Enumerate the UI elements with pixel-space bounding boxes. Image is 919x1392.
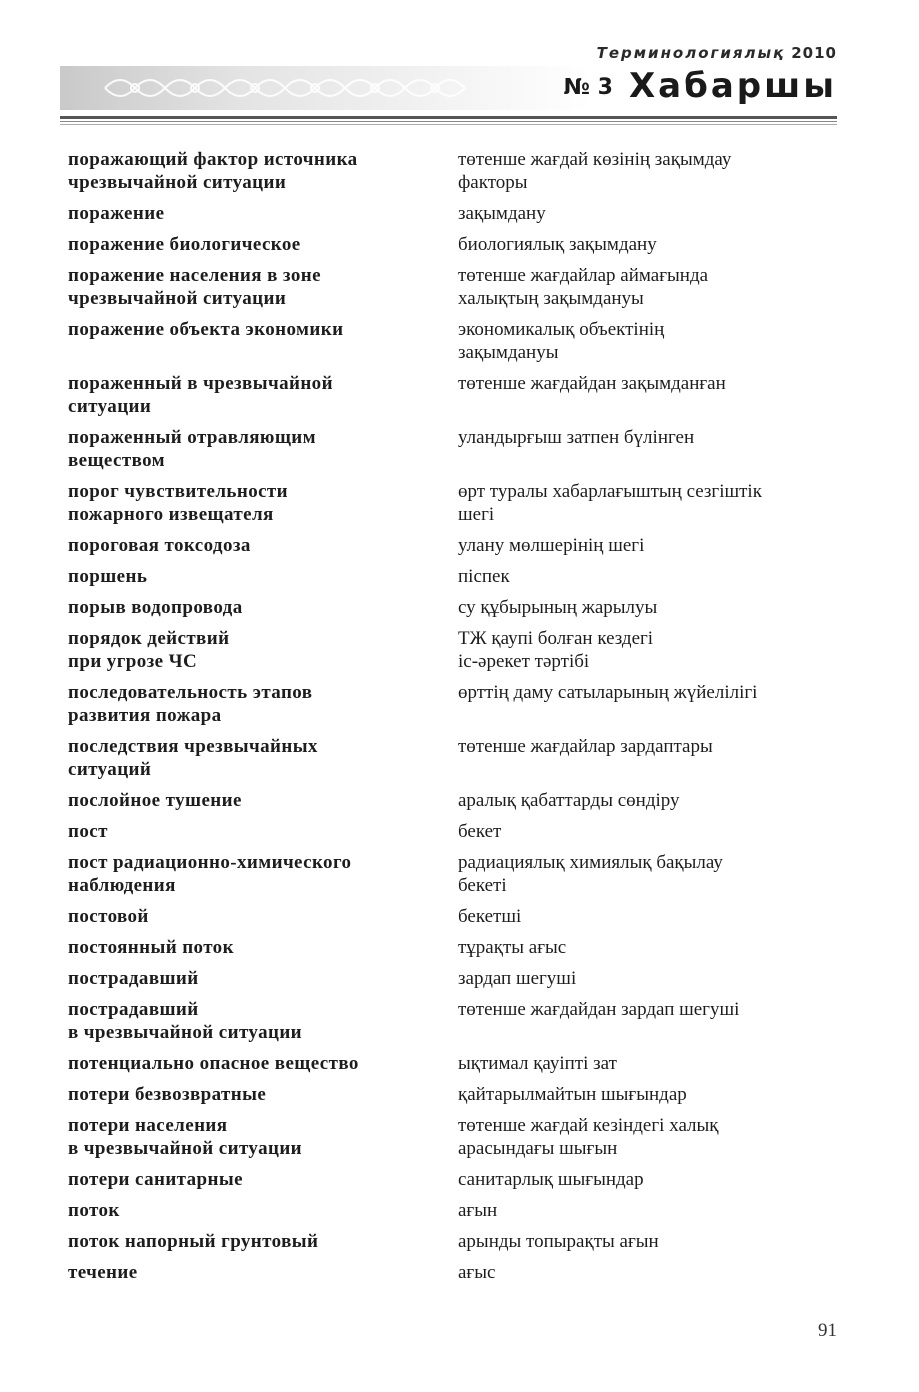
term-russian: поток напорный грунтовый	[68, 1231, 319, 1252]
term-kazakh: ағыс	[458, 1262, 496, 1283]
term-russian: поражение биологическое	[68, 234, 301, 255]
term-russian: потери населения в чрезвычайной ситуации	[68, 1115, 303, 1159]
glossary-entry	[68, 372, 838, 418]
term-russian: потенциально опасное вещество	[68, 1053, 359, 1074]
glossary-entry	[68, 1052, 838, 1075]
term-kazakh: радиациялық химиялық бақылау бекеті	[458, 852, 723, 896]
term-kazakh: уландырғыш затпен бүлінген	[458, 427, 695, 448]
term-kazakh: зақымдану	[458, 203, 546, 224]
page-number: 91	[818, 1320, 837, 1341]
term-russian: потери санитарные	[68, 1169, 243, 1190]
term-russian: порог чувствительности пожарного извещателя	[68, 481, 289, 525]
page-header	[0, 0, 919, 140]
term-kazakh: тұрақты ағыс	[458, 937, 567, 958]
term-russian: поражающий фактор источника чрезвычайной ситуации	[68, 149, 358, 193]
glossary-entry	[68, 820, 838, 843]
term-russian: пораженный отравляющим веществом	[68, 427, 316, 471]
glossary-entry	[68, 967, 838, 990]
glossary-entry	[68, 735, 838, 781]
term-kazakh: өрт туралы хабарлағыштың сезгіштік шегі	[458, 481, 762, 525]
journal-title-main: Хабаршы	[628, 66, 837, 106]
term-russian: пострадавший	[68, 968, 199, 989]
glossary-entry	[68, 1083, 838, 1106]
term-russian: постоянный поток	[68, 937, 234, 958]
term-kazakh: зардап шегуші	[458, 968, 577, 989]
glossary-entry	[68, 681, 838, 727]
term-kazakh: биологиялық зақымдану	[458, 234, 657, 255]
term-russian: последствия чрезвычайных ситуаций	[68, 736, 318, 780]
header-banner	[60, 66, 590, 110]
glossary-list	[68, 148, 838, 1292]
glossary-entry	[68, 789, 838, 812]
term-kazakh: өрттің даму сатыларының жүйелілігі	[458, 682, 758, 703]
glossary-entry	[68, 318, 838, 364]
glossary-entry	[68, 534, 838, 557]
term-kazakh: төтенше жағдайлар аймағында халықтың зақымдануы	[458, 265, 709, 309]
header-rule-thin	[60, 124, 837, 125]
term-kazakh: ықтимал қауіпті зат	[458, 1053, 617, 1074]
journal-subtitle	[597, 44, 837, 62]
term-russian: поражение	[68, 203, 165, 224]
term-russian: поток	[68, 1200, 120, 1221]
term-russian: течение	[68, 1262, 138, 1283]
header-rule	[60, 116, 837, 119]
term-russian: пост радиационно-химического наблюдения	[68, 852, 352, 896]
glossary-entry	[68, 1114, 838, 1160]
issue-number: № 3	[563, 75, 613, 100]
glossary-entry	[68, 264, 838, 310]
term-kazakh: санитарлық шығындар	[458, 1169, 644, 1190]
glossary-entry	[68, 998, 838, 1044]
term-kazakh: қайтарылмайтын шығындар	[458, 1084, 687, 1105]
glossary-entry	[68, 1168, 838, 1191]
glossary-entry	[68, 596, 838, 619]
term-russian: потери безвозвратные	[68, 1084, 267, 1105]
glossary-entry	[68, 905, 838, 928]
term-kazakh: төтенше жағдайдан зардап шегуші	[458, 999, 740, 1020]
term-russian: пострадавший в чрезвычайной ситуации	[68, 999, 303, 1043]
term-kazakh: ТЖ қаупі болған кездегі іс-әрекет тәртібі	[458, 628, 654, 672]
glossary-entry	[68, 233, 838, 256]
term-russian: последовательность этапов развития пожара	[68, 682, 313, 726]
term-kazakh: улану мөлшерінің шегі	[458, 535, 645, 556]
term-russian: порядок действий при угрозе ЧС	[68, 628, 230, 672]
term-russian: послойное тушение	[68, 790, 242, 811]
glossary-entry	[68, 627, 838, 673]
glossary-entry	[68, 480, 838, 526]
glossary-entry	[68, 148, 838, 194]
glossary-entry	[68, 565, 838, 588]
term-kazakh: экономикалық объектінің зақымдануы	[458, 319, 665, 363]
journal-title	[564, 66, 837, 106]
journal-year: 2010	[791, 44, 837, 62]
glossary-entry	[68, 1230, 838, 1253]
term-kazakh: төтенше жағдайлар зардаптары	[458, 736, 713, 757]
term-kazakh: піспек	[458, 566, 510, 587]
glossary-entry	[68, 1199, 838, 1222]
term-kazakh: төтенше жағдай кезіндегі халық арасындағы шығын	[458, 1115, 719, 1159]
glossary-entry	[68, 1261, 838, 1284]
term-kazakh: ағын	[458, 1200, 498, 1221]
term-kazakh: бекет	[458, 821, 502, 842]
term-kazakh: бекетші	[458, 906, 522, 927]
glossary-entry	[68, 426, 838, 472]
term-kazakh: су құбырының жарылуы	[458, 597, 658, 618]
term-russian: поршень	[68, 566, 148, 587]
journal-title-small: Терминологиялық	[596, 44, 786, 62]
term-russian: пораженный в чрезвычайной ситуации	[68, 373, 333, 417]
term-russian: пост	[68, 821, 108, 842]
term-russian: порыв водопровода	[68, 597, 243, 618]
term-kazakh: арынды топырақты ағын	[458, 1231, 659, 1252]
term-kazakh: аралық қабаттарды сөндіру	[458, 790, 680, 811]
term-russian: пороговая токсодоза	[68, 535, 251, 556]
term-kazakh: төтенше жағдайдан зақымданған	[458, 373, 726, 394]
term-russian: поражение объекта экономики	[68, 319, 344, 340]
header-rule-thin	[60, 121, 837, 122]
glossary-entry	[68, 851, 838, 897]
ornament-pattern	[100, 70, 480, 106]
glossary-entry	[68, 936, 838, 959]
term-kazakh: төтенше жағдай көзінің зақымдау факторы	[458, 149, 732, 193]
glossary-entry	[68, 202, 838, 225]
term-russian: постовой	[68, 906, 149, 927]
term-russian: поражение населения в зоне чрезвычайной ситуации	[68, 265, 321, 309]
